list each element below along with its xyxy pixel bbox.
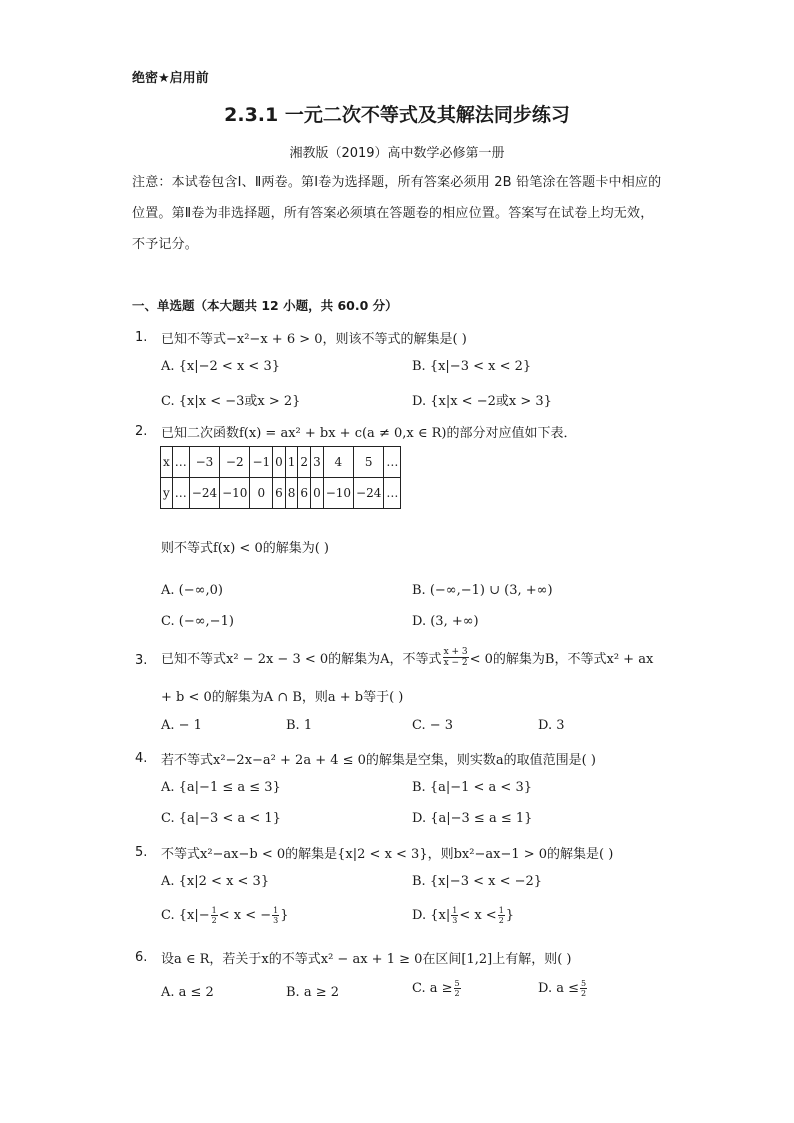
section-title: 一、单选题（本大题共 12 小题，共 60.0 分） [132, 298, 398, 313]
option-text-part: < x < [459, 908, 497, 923]
fraction [272, 906, 279, 925]
option-d: D. (3, +∞) [412, 614, 479, 629]
fraction-numerator: 1 [452, 906, 458, 915]
option-text-part: < x < − [218, 908, 272, 923]
table-cell: −3 [189, 447, 219, 478]
option-c: C. {a|−3 < a < 1} [161, 811, 281, 826]
page-title: 2.3.1 一元二次不等式及其解法同步练习 [224, 104, 570, 126]
table-cell: −24 [189, 478, 219, 509]
table-cell: 5 [354, 447, 384, 478]
option-c [412, 979, 462, 998]
option-a: A. a ≤ 2 [161, 985, 214, 1000]
option-d [538, 979, 588, 998]
question-text: 不等式x²−ax−b < 0的解集是{x|2 < x < 3}，则bx²−ax−1 > 0的解集是( ) [161, 847, 614, 862]
table-cell: … [172, 478, 189, 509]
option-a: A. {a|−1 ≤ a ≤ 3} [161, 780, 281, 795]
option-text-part: D. {x| [412, 908, 451, 923]
fraction-numerator: 1 [211, 906, 217, 915]
table-cell: … [384, 478, 401, 509]
question-number: 4. [135, 751, 148, 766]
question-followup: 则不等式f(x) < 0的解集为( ) [161, 541, 329, 556]
fraction [443, 647, 469, 668]
table-cell: −2 [220, 447, 250, 478]
table-cell: 0 [250, 478, 273, 509]
option-text-part: C. {x|− [161, 908, 210, 923]
table-cell: 2 [298, 447, 311, 478]
option-d [412, 906, 514, 925]
option-text-part: C. a ≥ [412, 981, 453, 996]
option-b: B. 1 [286, 718, 313, 733]
option-text-part: } [505, 908, 515, 923]
question-text: 若不等式x²−2x−a² + 2a + 4 ≤ 0的解集是空集，则实数a的取值范围是( ) [161, 753, 596, 768]
option-b: B. {x|−3 < x < 2} [412, 359, 532, 374]
question-text-part: < 0的解集为B，不等式x² + ax [469, 652, 654, 667]
question-number: 5. [135, 845, 148, 860]
fraction-numerator: 5 [454, 979, 460, 988]
fraction-denominator: x − 2 [443, 658, 468, 668]
question-text: 已知二次函数f(x) = ax² + bx + c(a ≠ 0,x ∈ R)的部分对应值如下表． [161, 426, 577, 441]
question-text: 设a ∈ R，若关于x的不等式x² − ax + 1 ≥ 0在区间[1,2]上有解，则( ) [161, 952, 572, 967]
option-c: C. {x|x < −3或x > 2} [161, 394, 301, 409]
option-a: A. {x|−2 < x < 3} [161, 359, 280, 374]
option-c: C. (−∞,−1) [161, 614, 234, 629]
fraction [580, 979, 587, 998]
fraction-denominator: 3 [452, 916, 458, 925]
option-c: C. − 3 [412, 718, 454, 733]
fraction [454, 979, 461, 998]
exam-notice: 注意：本试卷包含Ⅰ、Ⅱ两卷。第Ⅰ卷为选择题，所有答案必须用 2B 铅笔涂在答题卡中相应的位置。第Ⅱ卷为非选择题，所有答案必须填在答题卷的相应位置。答案写在试卷上均无效，不予记分。 [132, 175, 662, 252]
option-b: B. (−∞,−1) ∪ (3, +∞) [412, 583, 553, 598]
fraction-numerator: 1 [273, 906, 279, 915]
table-cell: 3 [311, 447, 324, 478]
fraction-denominator: 2 [211, 916, 217, 925]
table-cell: 8 [285, 478, 298, 509]
table-cell: … [172, 447, 189, 478]
page-subtitle: 湘教版（2019）高中数学必修第一册 [289, 146, 505, 161]
question-text-continued: + b < 0的解集为A ∩ B，则a + b等于( ) [161, 690, 404, 705]
question-number: 6. [135, 950, 148, 965]
question-number: 1. [135, 330, 148, 345]
table-cell: −10 [220, 478, 250, 509]
option-text-part: } [280, 908, 289, 923]
table-cell: … [384, 447, 401, 478]
option-d: D. {x|x < −2或x > 3} [412, 394, 552, 409]
fraction-numerator: 1 [498, 906, 504, 915]
question-text-part: 已知不等式x² − 2x − 3 < 0的解集为A，不等式 [161, 652, 442, 667]
option-c [161, 906, 289, 925]
table-cell: −24 [354, 478, 384, 509]
option-b: B. {x|−3 < x < −2} [412, 874, 543, 889]
table-cell: 6 [298, 478, 311, 509]
fraction [498, 906, 505, 925]
secret-mark: 绝密★启用前 [132, 71, 209, 86]
table-cell: 6 [273, 478, 286, 509]
option-a: A. (−∞,0) [161, 583, 223, 598]
fraction-denominator: 2 [498, 916, 504, 925]
option-text-part: D. a ≤ [538, 981, 579, 996]
table-cell: y [161, 478, 173, 509]
question-text [161, 647, 653, 668]
table-cell: 0 [273, 447, 286, 478]
fraction [211, 906, 218, 925]
table-cell: −10 [323, 478, 353, 509]
table-cell: x [161, 447, 173, 478]
question-number: 2. [135, 424, 148, 439]
fraction-denominator: 2 [581, 989, 587, 998]
fraction-numerator: 5 [581, 979, 587, 988]
fraction-denominator: 2 [454, 989, 460, 998]
table-row [161, 447, 401, 478]
question-text: 已知不等式−x²−x + 6 > 0，则该不等式的解集是( ) [161, 332, 467, 347]
fraction-numerator: x + 3 [443, 647, 468, 657]
option-d: D. 3 [538, 718, 565, 733]
option-b: B. a ≥ 2 [286, 985, 339, 1000]
table-cell: 1 [285, 447, 298, 478]
option-a: A. {x|2 < x < 3} [161, 874, 270, 889]
option-d: D. {a|−3 ≤ a ≤ 1} [412, 811, 533, 826]
fraction [451, 906, 458, 925]
option-b: B. {a|−1 < a < 3} [412, 780, 532, 795]
fraction-denominator: 3 [273, 916, 279, 925]
question-number: 3. [135, 653, 148, 668]
table-cell: −1 [250, 447, 273, 478]
option-a: A. − 1 [161, 718, 202, 733]
table-cell: 0 [311, 478, 324, 509]
table-cell: 4 [323, 447, 353, 478]
value-table [160, 446, 401, 509]
table-row [161, 478, 401, 509]
